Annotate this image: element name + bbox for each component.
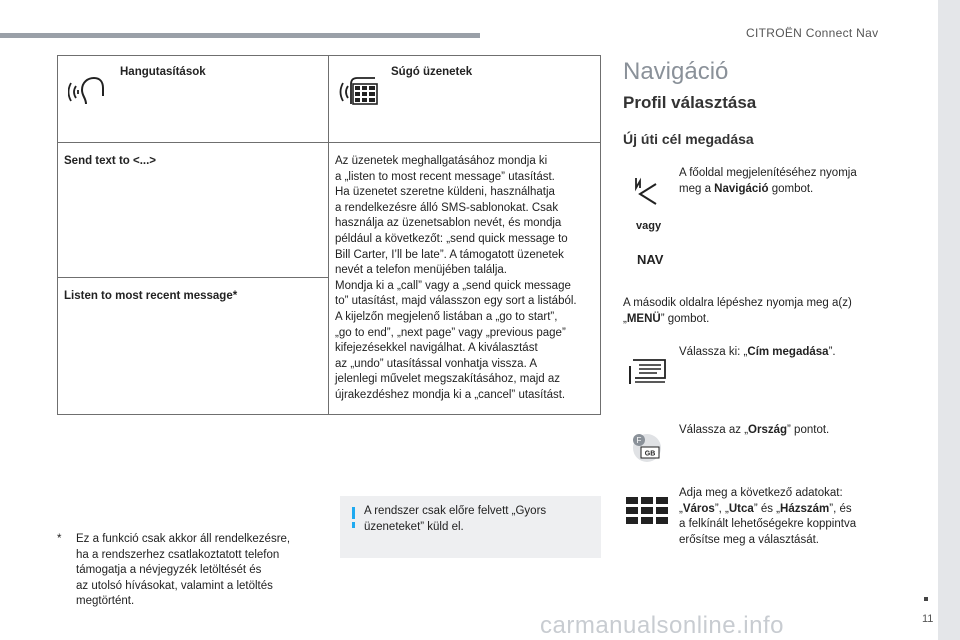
info-box	[340, 496, 601, 558]
command-cell: Send text to <...>	[58, 143, 329, 278]
info-icon-dot	[352, 522, 355, 528]
continued-marker	[924, 597, 928, 601]
subsection-title: Profil választása	[623, 93, 757, 112]
country-badge-icon	[629, 428, 665, 469]
address-entry-icon	[627, 356, 667, 393]
command-cell: Listen to most recent message*	[58, 278, 329, 414]
help-text-cell: Az üzenetek meghallgatásához mondja ki a „listen to most recent message” utasítást. Ha üzenetet szeretne küldeni, használhatja a rendelkezésre álló SMS-sablonokat. Csak használja az üzenetsablon nevét, és mondja például a következőt: „send quick message to Bill Carter, I’ll be late”. A támogatott üzenetek nevét a telefon menüjében találja. Mondja ki a „call” vagy a „send quick message to” utasítást, majd válasszon egy sort a listából. A kijelzőn megjelenő listában a „go to start”, „go to end”, „next page” vagy „previous page” kifejezésekkel navigálhat. A kiválasztást az „undo” utasítással vonhatja vissza. A jelenlegi művelet megszakításához, majd az újrakezdéshez mondja ki a „cancel” utasítást.	[329, 143, 601, 415]
info-icon	[352, 507, 355, 519]
navigation-arrow-icon	[634, 176, 664, 211]
voice-speaking-head-icon	[68, 74, 104, 111]
brand-title: CITROËN Connect Nav	[746, 26, 879, 40]
voice-help-grid-icon	[339, 74, 379, 111]
or-label: vagy	[636, 220, 662, 232]
nav-button-label: NAV	[637, 252, 664, 267]
info-text: A rendszer csak előre felvett „Gyors üzeneteket” küld el.	[364, 505, 547, 533]
section-title: Navigáció	[623, 58, 729, 85]
keyboard-grid-icon	[626, 497, 670, 532]
step-3-text: Válassza ki: „Cím megadása”.	[679, 346, 836, 358]
step-2-text: A második oldalra lépéshez nyomja meg a(z) „MENÜ” gombot.	[623, 297, 852, 325]
page-number: 11	[922, 613, 934, 625]
table-row	[58, 143, 601, 278]
side-strip	[938, 0, 960, 640]
watermark: carmanualsonline.info	[540, 612, 784, 639]
svg-text:GB: GB	[644, 450, 656, 458]
voice-command-table	[57, 55, 601, 415]
step-4-text: Válassza az „Ország” pontot.	[679, 424, 830, 436]
col-header-commands: Hangutasítások	[58, 56, 329, 143]
header-bar	[0, 33, 480, 38]
footnote: * Ez a funkció csak akkor áll rendelkezésre, ha a rendszerhez csatlakoztatott telefon támogatja a névjegyzék letöltését és az utolsó hívásokat, valamint a letöltés megtörtént.	[57, 533, 291, 608]
step-5-text: Adja meg a következő adatokat: „Város”, „Utca” és „Házszám”, és a felkínált lehetőségekre koppintva erősítse meg a választását.	[679, 487, 857, 546]
topic-title: Új úti cél megadása	[623, 131, 754, 147]
col-header-help: Súgó üzenetek	[329, 56, 601, 143]
svg-text:F: F	[636, 436, 642, 445]
step-1-text: A főoldal megjelenítéséhez nyomja meg a Navigáció gombot.	[679, 167, 857, 195]
